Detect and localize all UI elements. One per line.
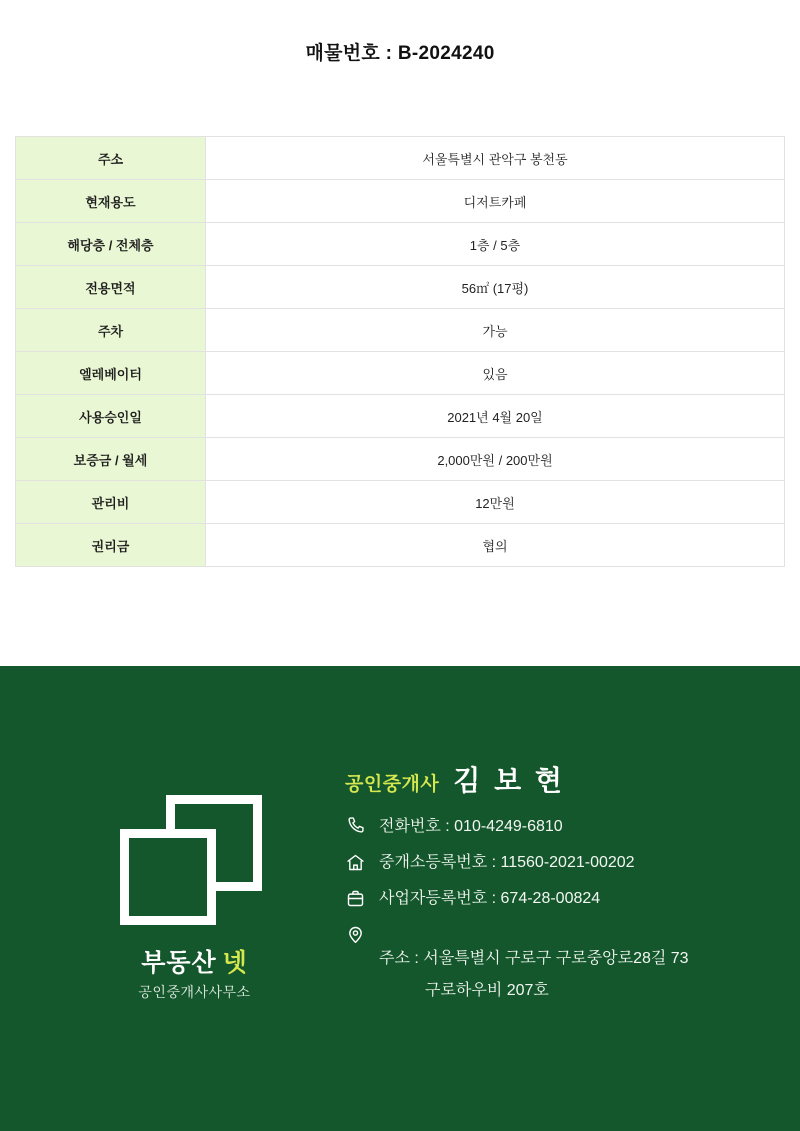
spec-label: 관리비 bbox=[16, 481, 206, 524]
table-row bbox=[16, 395, 785, 438]
table-row bbox=[16, 481, 785, 524]
agent-phone-row bbox=[345, 815, 689, 838]
spec-value: 있음 bbox=[206, 352, 785, 395]
spec-table-wrap bbox=[15, 136, 785, 567]
page-title-wrap bbox=[0, 0, 800, 65]
spec-value: 56㎡ (17평) bbox=[206, 266, 785, 309]
table-row bbox=[16, 309, 785, 352]
page-title: 매물번호 : B-2024240 bbox=[305, 43, 495, 64]
agency-logo-name-main: 부동산 bbox=[141, 948, 217, 977]
agent-business-reg-text: 사업자등록번호 : 674-28-00824 bbox=[379, 890, 601, 908]
spec-value: 가능 bbox=[206, 309, 785, 352]
agency-footer bbox=[0, 666, 800, 1131]
agency-logo-name-accent: 넷 bbox=[222, 948, 248, 977]
spec-value: 서울특별시 관악구 봉천동 bbox=[206, 137, 785, 180]
agent-address-row bbox=[345, 923, 689, 1025]
agent-heading bbox=[345, 759, 689, 799]
spec-label: 사용승인일 bbox=[16, 395, 206, 438]
agent-phone-text: 전화번호 : 010-4249-6810 bbox=[379, 817, 563, 835]
agent-business-reg-row bbox=[345, 887, 689, 910]
spec-label: 현재용도 bbox=[16, 180, 206, 223]
agent-address-line2: 구로하우비 207호 bbox=[425, 981, 549, 999]
spec-label: 주소 bbox=[16, 137, 206, 180]
table-row bbox=[16, 438, 785, 481]
table-row bbox=[16, 137, 785, 180]
spec-value: 디저트카페 bbox=[206, 180, 785, 223]
spec-value: 1층 / 5층 bbox=[206, 223, 785, 266]
overlapping-squares-logo-icon bbox=[120, 795, 270, 930]
agency-logo-name bbox=[92, 950, 297, 978]
house-icon bbox=[345, 851, 379, 873]
spec-label: 전용면적 bbox=[16, 266, 206, 309]
spec-value: 협의 bbox=[206, 524, 785, 567]
spec-label: 권리금 bbox=[16, 524, 206, 567]
table-row bbox=[16, 223, 785, 266]
spec-value: 12만원 bbox=[206, 481, 785, 524]
spec-label: 주차 bbox=[16, 309, 206, 352]
logo-square-front bbox=[120, 829, 216, 925]
spec-value: 2,000만원 / 200만원 bbox=[206, 438, 785, 481]
agency-logo-block bbox=[92, 795, 297, 1003]
spec-label: 해당층 / 전체층 bbox=[16, 223, 206, 266]
agent-address-text bbox=[379, 923, 689, 1025]
table-row bbox=[16, 524, 785, 567]
spec-value: 2021년 4월 20일 bbox=[206, 395, 785, 438]
agency-logo-subtitle: 공인중개사사무소 bbox=[138, 984, 251, 1001]
footer-inner bbox=[0, 759, 800, 1038]
agent-address-line1: 주소 : 서울특별시 구로구 구로중앙로28길 73 bbox=[379, 949, 689, 967]
spec-label: 보증금 / 월세 bbox=[16, 438, 206, 481]
table-row bbox=[16, 352, 785, 395]
briefcase-icon bbox=[345, 887, 379, 909]
table-row bbox=[16, 180, 785, 223]
agent-role-label: 공인중개사 bbox=[345, 773, 440, 795]
agent-info-block bbox=[345, 759, 689, 1038]
agent-name: 김 보 현 bbox=[453, 764, 565, 796]
agent-brokerage-reg-text: 중개소등록번호 : 11560-2021-00202 bbox=[379, 854, 635, 872]
table-row bbox=[16, 266, 785, 309]
spec-label: 엘레베이터 bbox=[16, 352, 206, 395]
spec-table bbox=[15, 136, 785, 567]
location-pin-icon bbox=[345, 923, 379, 945]
agent-brokerage-reg-row bbox=[345, 851, 689, 874]
phone-icon bbox=[345, 815, 379, 837]
